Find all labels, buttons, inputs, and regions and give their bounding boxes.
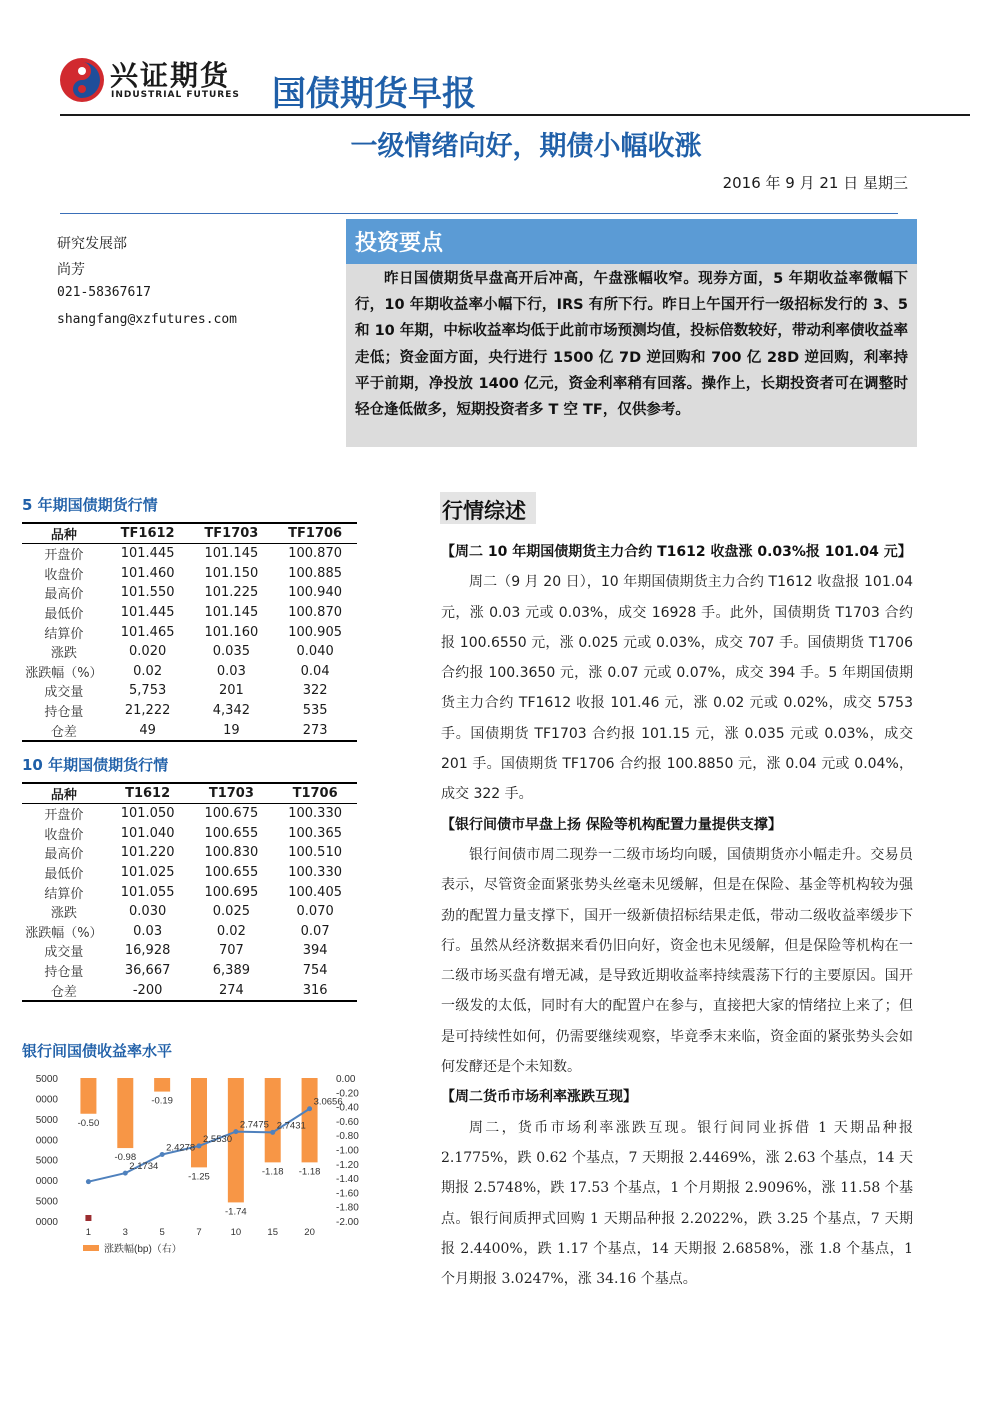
table-row xyxy=(22,804,357,824)
report-date: 2016 年 9 月 21 日 星期三 xyxy=(722,174,908,192)
row-label-cell: 涨跌 xyxy=(50,906,77,922)
row-label-cell: 收盘价 xyxy=(44,567,84,583)
right-tick-label: -1.00 xyxy=(336,1145,359,1157)
value-cell: 100.330 xyxy=(288,865,342,881)
x-tick-label: 5 xyxy=(159,1227,165,1238)
row-label-cell: 成交量 xyxy=(44,945,84,961)
left-tick-label: 0000 xyxy=(35,1135,58,1147)
value-cell: 101.145 xyxy=(204,605,259,621)
key-points-title: 投资要点 xyxy=(355,231,444,256)
table-row xyxy=(22,622,357,642)
value-cell: 21,222 xyxy=(124,703,171,719)
value-cell: 707 xyxy=(218,943,244,959)
author-department: 研究发展部 xyxy=(57,236,127,252)
bar-data-label: -0.19 xyxy=(151,1095,173,1107)
value-cell: 100.830 xyxy=(204,845,259,861)
row-label-cell: 仓差 xyxy=(22,720,106,741)
table-row xyxy=(22,902,357,922)
market-summary-body xyxy=(441,537,913,1294)
row-label-cell: 持仓量 xyxy=(44,965,84,981)
chart-title: 银行间国债收益率水平 xyxy=(22,1042,173,1060)
value-cell: 101.160 xyxy=(204,624,259,640)
table-header-cell: T1703 xyxy=(190,783,274,804)
value-cell: 0.035 xyxy=(212,644,250,660)
value-cell: 5,753 xyxy=(129,683,167,699)
table-row xyxy=(22,583,357,603)
x-tick-label: 1 xyxy=(85,1227,92,1238)
market-subheading-1: 【周二 10 年期国债期货主力合约 T1612 收盘涨 0.03%报 101.04 元】 xyxy=(441,544,912,560)
value-cell: 101.465 xyxy=(120,624,175,640)
bar xyxy=(191,1078,207,1167)
yield-chart xyxy=(28,1068,398,1268)
market-subheading-3: 【周二货币市场利率涨跌互现】 xyxy=(441,1089,637,1106)
market-paragraph-1: 周二（9 月 20 日），10 年期国债期货主力合约 T1612 收盘报 101.04 元，涨 0.03 元或 0.03%，成交 16928 手。此外，国债期货 T1703 合约报 100.6550 元，涨 0.025 元或 0.03%，成交 707 手。国债期货 T1706 合约报 100.3650 元，涨 0.07 元或 0.07%，成交 394 手。5 年期国债期货主力合约 TF1612 收报 101.46 元，涨 0.02 元或 0.02%，成交 5753 手。国债期货 TF1703 合约报 101.15 元，涨 0.035 元或 0.03%，成交 201 手。国债期货 TF1706 合约报 100.8850 元，涨 0.04 元或 0.04%，成交 322 手。 xyxy=(441,574,913,803)
value-cell: 101.150 xyxy=(204,565,259,581)
table-row xyxy=(22,824,357,844)
table-header-cell: TF1612 xyxy=(106,523,190,544)
table-header-cell: TF1703 xyxy=(190,523,274,544)
value-cell: 101.040 xyxy=(120,825,175,841)
line-point xyxy=(270,1130,275,1135)
value-cell: 0.07 xyxy=(300,923,330,939)
value-cell: 101.460 xyxy=(120,565,175,581)
row-label-cell: 结算价 xyxy=(44,626,84,642)
value-cell: 100.695 xyxy=(204,884,259,900)
line-data-label: 3.0656 xyxy=(313,1096,343,1108)
left-tick-label: 5000 xyxy=(35,1114,58,1126)
table-header-row xyxy=(22,783,357,804)
value-cell: 100.330 xyxy=(288,806,342,822)
market-summary-title: 行情综述 xyxy=(442,498,526,523)
row-label-cell: 持仓量 xyxy=(44,705,84,721)
value-cell: 4,342 xyxy=(212,703,250,719)
left-tick-label: 0000 xyxy=(35,1094,58,1106)
x-tick-label: 3 xyxy=(122,1227,128,1238)
table-row xyxy=(22,941,357,961)
value-cell: 0.03 xyxy=(133,923,163,939)
author-email[interactable]: shangfang@xzfutures.com xyxy=(57,312,238,327)
author-phone: 021-58367617 xyxy=(57,285,151,300)
line-point xyxy=(197,1143,202,1148)
row-label-cell: 开盘价 xyxy=(44,548,84,564)
bar xyxy=(154,1078,170,1092)
row-label-cell: 最低价 xyxy=(44,607,84,623)
value-cell: 0.070 xyxy=(296,904,334,920)
table-10y xyxy=(22,782,357,1002)
left-tick-label: 5000 xyxy=(35,1074,58,1085)
value-cell: 100.655 xyxy=(204,825,259,841)
table-header-cell: T1706 xyxy=(273,783,357,804)
row-label-cell: 涨跌 xyxy=(50,646,77,662)
value-cell: 49 xyxy=(106,720,190,741)
bar xyxy=(117,1078,133,1148)
right-tick-label: -1.20 xyxy=(336,1159,359,1171)
table-row xyxy=(22,642,357,662)
table-header-cell: T1612 xyxy=(106,783,190,804)
table-header-row xyxy=(22,523,357,544)
value-cell: 101.225 xyxy=(204,585,259,601)
table-row xyxy=(22,720,357,741)
value-cell: 100.885 xyxy=(288,565,342,581)
right-tick-label: -1.60 xyxy=(336,1188,359,1200)
value-cell: 100.870 xyxy=(288,605,342,621)
row-label-cell: 最高价 xyxy=(44,587,84,603)
market-paragraph-2: 银行间债市周二现券一二级市场均向暖，国债期货亦小幅走升。交易员表示，尽管资金面紧张势头丝毫未见缓解，但是在保险、基金等机构较为强劲的配置力量支撑下，国开一级新债招标结果走低，带动二级收益率缓步下行。虽然从经济数据来看仍旧向好，资金也未见缓解，但是保险等机构在一二级市场买盘有增无减，是导致近期收益率持续震荡下行的主要原因。国开一级发的太低，同时有大的配置户在参与，直接把大家的情绪拉上来了；但是可持续性如何，仍需要继续观察，毕竟季末来临，资金面的紧张势头会如何发酵还是个未知数。 xyxy=(441,846,913,1076)
left-tick-label: 5000 xyxy=(35,1196,58,1208)
line-data-label: 2.4278 xyxy=(166,1142,196,1154)
x-tick-label: 20 xyxy=(304,1227,315,1238)
table-header-cell: TF1706 xyxy=(273,523,357,544)
table-10y-title: 10 年期国债期货行情 xyxy=(22,756,169,774)
value-cell: 0.040 xyxy=(296,644,334,660)
right-tick-label: -0.40 xyxy=(336,1102,359,1114)
row-label-cell: 成交量 xyxy=(44,685,84,701)
value-cell: 0.04 xyxy=(300,663,330,679)
bar-data-label: -1.18 xyxy=(298,1166,321,1178)
bar-data-label: -1.25 xyxy=(188,1171,210,1183)
row-label-cell: 收盘价 xyxy=(44,827,84,843)
value-cell: 19 xyxy=(190,720,274,741)
value-cell: 754 xyxy=(302,963,328,979)
value-cell: 100.365 xyxy=(288,825,342,841)
value-cell: 101.550 xyxy=(120,585,175,601)
report-headline: 一级情绪向好，期债小幅收涨 xyxy=(350,131,702,162)
table-row xyxy=(22,564,357,584)
key-points-text: 昨日国债期货早盘高开后冲高，午盘涨幅收窄。现券方面，5 年期收益率微幅下行，10 年期收益率小幅下行，IRS 有所下行。昨日上午国开行一级招标发行的 3、5 和 10 年期，中标收益率均低于此前市场预测均值，投标倍数较好，带动利率债收益率走低；资金面方面，央行进行 1500 亿 7D 逆回购和 700 亿 28D 逆回购，利率持平于前期，净投放 1400 亿元，资金利率稍有回落。操作上，长期投资者可在调整时轻仓逢低做多，短期投资者多 T 空 TF，仅供参考。 xyxy=(355,271,908,419)
left-tick-label: 5000 xyxy=(35,1155,58,1167)
bar-data-label: -0.50 xyxy=(77,1117,100,1129)
value-cell: 100.510 xyxy=(288,845,342,861)
line-point xyxy=(123,1171,128,1176)
row-label-cell: 最低价 xyxy=(44,867,84,883)
section-divider xyxy=(60,213,898,214)
line-data-label: 2.1734 xyxy=(129,1161,159,1173)
value-cell: 0.03 xyxy=(216,663,246,679)
value-cell: 101.050 xyxy=(120,806,175,822)
legend-swatch xyxy=(83,1245,99,1251)
table-row xyxy=(22,863,357,883)
table-header-cell: 品种 xyxy=(22,523,106,544)
legend-label: 涨跌幅(bp)（右） xyxy=(104,1244,182,1255)
value-cell: 101.025 xyxy=(120,865,175,881)
value-cell: 101.445 xyxy=(120,546,175,562)
value-cell: 0.02 xyxy=(216,923,246,939)
value-cell: 394 xyxy=(302,943,328,959)
value-cell: 273 xyxy=(273,720,357,741)
market-subheading-2: 【银行间债市早盘上扬 保险等机构配置力量提供支撑】 xyxy=(441,816,782,833)
bar-data-label: -1.18 xyxy=(261,1166,284,1178)
table-5y xyxy=(22,522,357,742)
row-label-cell: 结算价 xyxy=(44,886,84,902)
row-label-cell: 涨跌幅（%） xyxy=(25,665,103,681)
value-cell: 6,389 xyxy=(212,963,250,979)
right-tick-label: -0.80 xyxy=(336,1131,359,1143)
value-cell: 36,667 xyxy=(124,963,171,979)
table-row xyxy=(22,701,357,721)
row-label-cell: 仓差 xyxy=(22,980,106,1001)
bar xyxy=(80,1078,96,1114)
right-tick-label: -1.40 xyxy=(336,1174,359,1186)
table-row xyxy=(22,662,357,682)
value-cell: 201 xyxy=(218,683,244,699)
row-label-cell: 开盘价 xyxy=(44,808,84,824)
value-cell: 100.675 xyxy=(204,806,259,822)
value-cell: 101.145 xyxy=(204,546,259,562)
value-cell: 100.405 xyxy=(288,884,342,900)
line-point xyxy=(160,1152,165,1157)
line-point xyxy=(86,1179,91,1184)
right-tick-label: 0.00 xyxy=(336,1074,356,1085)
company-name-cn: 兴证期货 xyxy=(110,59,231,92)
company-logo-icon xyxy=(58,56,106,104)
row-label-cell: 涨跌幅（%） xyxy=(25,925,103,941)
legend-marker xyxy=(85,1215,91,1221)
value-cell: 0.025 xyxy=(212,904,250,920)
value-cell: 0.030 xyxy=(129,904,167,920)
value-cell: 322 xyxy=(302,683,328,699)
row-label-cell: 最高价 xyxy=(44,847,84,863)
header-divider xyxy=(60,114,970,116)
value-cell: 101.055 xyxy=(120,884,175,900)
value-cell: 100.655 xyxy=(204,865,259,881)
table-row xyxy=(22,882,357,902)
table-row xyxy=(22,961,357,981)
value-cell: 0.02 xyxy=(133,663,163,679)
left-tick-label: 0000 xyxy=(35,1217,58,1228)
table-row xyxy=(22,843,357,863)
line-data-label: 2.7475 xyxy=(239,1119,269,1131)
value-cell: 101.445 xyxy=(120,605,175,621)
table-row xyxy=(22,922,357,942)
right-tick-label: -2.00 xyxy=(336,1217,359,1228)
value-cell: 100.870 xyxy=(288,546,342,562)
company-name-en: INDUSTRIAL FUTURES xyxy=(111,90,240,100)
bar-data-label: -0.98 xyxy=(114,1152,137,1164)
line-point xyxy=(307,1106,312,1111)
table-header-cell: 品种 xyxy=(22,783,106,804)
table-row xyxy=(22,980,357,1001)
table-row xyxy=(22,544,357,564)
x-tick-label: 10 xyxy=(230,1227,242,1238)
bar-data-label: -1.74 xyxy=(225,1206,247,1218)
line-data-label: 2.5530 xyxy=(203,1133,233,1145)
right-tick-label: -1.80 xyxy=(336,1202,359,1214)
x-tick-label: 15 xyxy=(267,1227,279,1238)
table-row xyxy=(22,603,357,623)
table-row xyxy=(22,681,357,701)
value-cell: 316 xyxy=(273,980,357,1001)
market-paragraph-3: 周二，货币市场利率涨跌互现。银行间同业拆借 1 天期品种报 2.1775%，跌 0.62 个基点，7 天期报 2.4469%，涨 2.63 个基点，14 天期报 2.5748%，跌 17.53 个基点，1 个月期报 2.9096%，涨 11.58 个基点。银行间质押式回购 1 天期品种报 2.2022%，跌 3.25 个基点，7 天期报 2.4400%，跌 1.17 个基点，14 天期报 2.6858%，涨 1.8 个基点，1 个月期报 3.0247%，涨 34.16 个基点。 xyxy=(441,1119,913,1288)
value-cell: 100.905 xyxy=(288,624,342,640)
line-data-label: 2.7431 xyxy=(276,1120,306,1132)
value-cell: 101.220 xyxy=(120,845,175,861)
x-tick-label: 7 xyxy=(196,1227,202,1238)
report-type-title: 国债期货早报 xyxy=(272,74,476,114)
value-cell: 16,928 xyxy=(124,943,171,959)
value-cell: 274 xyxy=(190,980,274,1001)
value-cell: -200 xyxy=(106,980,190,1001)
value-cell: 535 xyxy=(302,703,328,719)
right-tick-label: -0.20 xyxy=(336,1088,359,1100)
line-point xyxy=(233,1129,238,1134)
left-tick-label: 0000 xyxy=(35,1176,58,1188)
value-cell: 0.020 xyxy=(129,644,167,660)
value-cell: 100.940 xyxy=(288,585,342,601)
author-name: 尚芳 xyxy=(57,262,85,278)
table-5y-title: 5 年期国债期货行情 xyxy=(22,496,158,514)
right-tick-label: -0.60 xyxy=(336,1116,359,1128)
